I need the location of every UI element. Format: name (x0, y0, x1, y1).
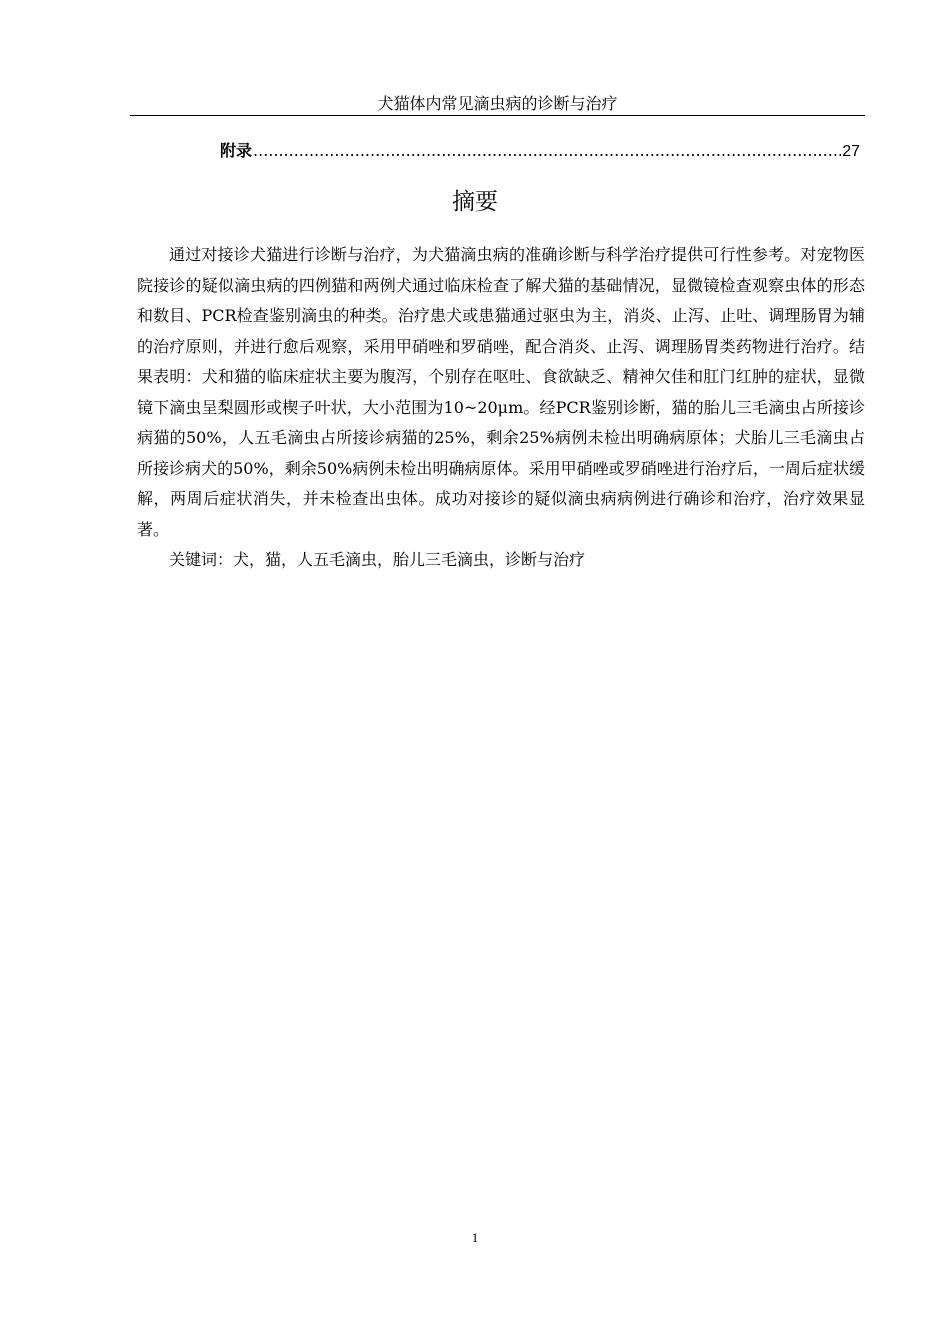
abstract-section (137, 240, 865, 576)
abstract-paragraph: 通过对接诊犬猫进行诊断与治疗，为犬猫滴虫病的准确诊断与科学治疗提供可行性参考。对宠物医院接诊的疑似滴虫病的四例猫和两例犬通过临床检查了解犬猫的基础情况，显微镜检查观察虫体的形态和数目、PCR检查鉴别滴虫的种类。治疗患犬或患猫通过驱虫为主，消炎、止泻、止吐、调理肠胃为辅的治疗原则，并进行愈后观察，采用甲硝唑和罗硝唑，配合消炎、止泻、调理肠胃类药物进行治疗。结果表明：犬和猫的临床症状主要为腹泻，个别存在呕吐、食欲缺乏、精神欠佳和肛门红肿的症状，显微镜下滴虫呈梨圆形或楔子叶状，大小范围为10~20μm。经PCR鉴别诊断，猫的胎儿三毛滴虫占所接诊病猫的50%，人五毛滴虫占所接诊病猫的25%，剩余25%病例未检出明确病原体；犬胎儿三毛滴虫占所接诊病犬的50%，剩余50%病例未检出明确病原体。采用甲硝唑或罗硝唑进行治疗后，一周后症状缓解，两周后症状消失，并未检查出虫体。成功对接诊的疑似滴虫病病例进行确诊和治疗，治疗效果显著。 (137, 245, 865, 539)
toc-entry-page: 27 (842, 143, 860, 160)
page-number: 1 (471, 1230, 479, 1245)
toc-entry-label: 附录 (220, 141, 253, 160)
running-header: 犬猫体内常见滴虫病的诊断与治疗 (130, 93, 865, 116)
abstract-title: 摘要 (452, 189, 498, 215)
toc-leader-dots (253, 140, 841, 162)
toc-entry-appendix[interactable] (220, 140, 860, 162)
keywords-line: 关键词：犬，猫，人五毛滴虫，胎儿三毛滴虫，诊断与治疗 (169, 550, 586, 569)
